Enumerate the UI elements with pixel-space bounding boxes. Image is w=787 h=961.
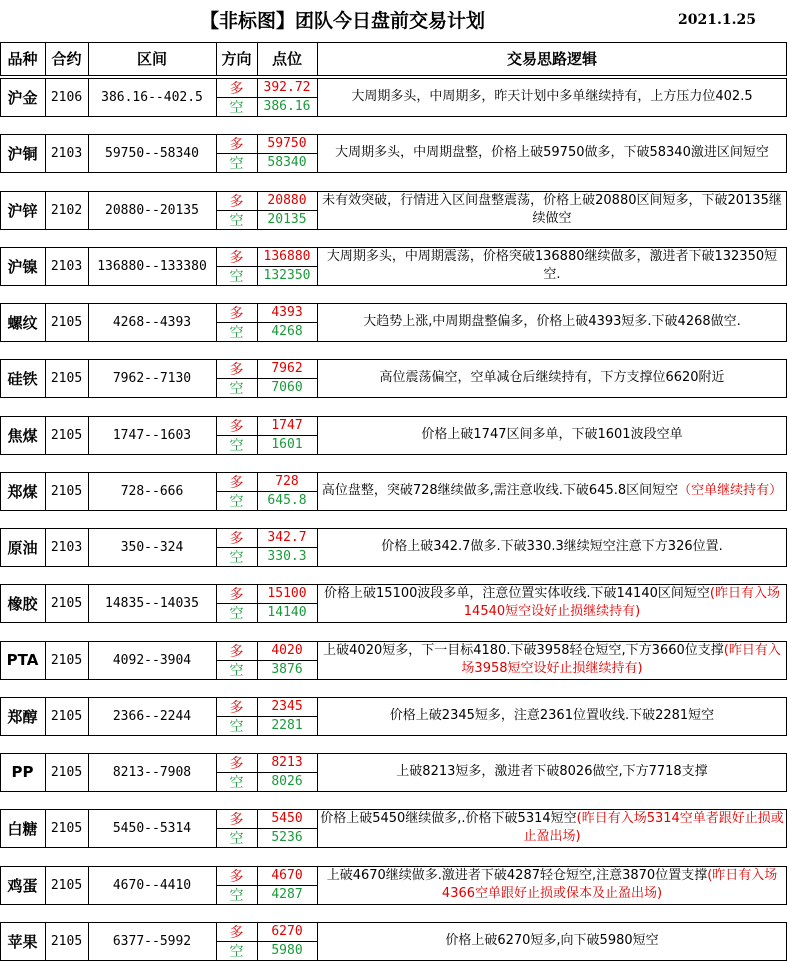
- instrument-name: 沪锌: [7, 201, 38, 220]
- grid-line-row-top: [0, 359, 787, 360]
- grid-line-direction-split: [216, 491, 317, 492]
- direction-short: 空: [229, 380, 244, 397]
- trading-logic-main: 上破4020短多，下一目标4180.下破3958轻仓短空,下方3660位支撑: [323, 643, 724, 658]
- direction-long: 多: [229, 136, 244, 153]
- column-header-name: 品种: [7, 50, 38, 68]
- contract-month: 2105: [50, 764, 83, 780]
- direction-short: 空: [229, 774, 244, 791]
- long-entry-price: 4393: [271, 305, 303, 320]
- grid-line-vertical: [317, 134, 318, 172]
- grid-line-vertical: [317, 416, 318, 454]
- grid-line-row-top: [0, 753, 787, 754]
- grid-line-vertical: [0, 42, 1, 75]
- grid-line-row-top: [0, 78, 787, 79]
- grid-line-row-bottom: [0, 791, 787, 792]
- instrument-name: PP: [11, 763, 34, 781]
- grid-line-row-bottom: [0, 679, 787, 680]
- grid-line-direction-split: [216, 153, 317, 154]
- long-entry-price: 2345: [271, 699, 303, 714]
- short-entry-price: 5236: [271, 830, 303, 845]
- instrument-name: 苹果: [7, 932, 38, 951]
- trading-logic: [317, 922, 787, 960]
- short-entry-price: 132350: [263, 268, 311, 283]
- price-range: 136880--133380: [97, 258, 207, 274]
- grid-line-vertical: [88, 416, 89, 454]
- plan-date: 2021.1.25: [678, 12, 756, 28]
- direction-short: 空: [229, 662, 244, 679]
- grid-line-vertical: [88, 247, 89, 285]
- grid-line-row-bottom: [0, 229, 787, 230]
- header-bar: [0, 0, 787, 42]
- grid-line-vertical: [88, 42, 89, 75]
- grid-line-vertical: [317, 753, 318, 791]
- grid-line-vertical: [88, 866, 89, 904]
- grid-line-vertical: [0, 866, 1, 904]
- short-entry-price: 2281: [271, 718, 303, 733]
- trading-logic: [317, 472, 787, 510]
- direction-short: 空: [229, 324, 244, 341]
- trading-logic-text: [421, 426, 682, 444]
- trading-logic-main: 价格上破1747区间多单，下破1601波段空单: [421, 427, 683, 442]
- short-entry-price: 386.16: [263, 99, 311, 114]
- price-range: 350--324: [120, 539, 184, 555]
- grid-line-row-bottom: [0, 622, 787, 623]
- grid-line-direction-split: [216, 378, 317, 379]
- grid-line-row-top: [0, 191, 787, 192]
- grid-line-vertical: [317, 922, 318, 960]
- trading-logic: [317, 359, 787, 397]
- grid-line-vertical: [88, 584, 89, 622]
- grid-line-vertical: [45, 922, 46, 960]
- grid-line-vertical: [88, 809, 89, 847]
- trading-logic-main: 价格上破5450继续做多,.价格下破5314短空: [320, 811, 577, 826]
- long-entry-price: 7962: [271, 361, 303, 376]
- long-entry-price: 342.7: [267, 530, 307, 545]
- grid-line-vertical: [317, 359, 318, 397]
- direction-short: 空: [229, 99, 244, 116]
- grid-line-direction-split: [216, 941, 317, 942]
- instrument-name: 原油: [7, 538, 38, 557]
- grid-line-row-bottom: [0, 904, 787, 905]
- grid-line-vertical: [0, 641, 1, 679]
- trading-logic-note: (昨日有入场14540短空设好止损继续持有): [463, 586, 780, 619]
- grid-line-vertical: [45, 78, 46, 116]
- long-entry-price: 59750: [267, 136, 307, 151]
- grid-line-direction-split: [216, 97, 317, 98]
- price-range: 14835--14035: [105, 595, 199, 611]
- trading-logic: [317, 134, 787, 172]
- grid-line-vertical: [0, 303, 1, 341]
- price-range: 2366--2244: [112, 708, 192, 724]
- trading-logic-text: [320, 248, 784, 284]
- trading-logic-main: 大周期多头，中周期多，昨天计划中多单继续持有，上方压力位402.5: [351, 89, 753, 104]
- grid-line-vertical: [88, 641, 89, 679]
- grid-line-vertical: [0, 191, 1, 229]
- price-range: 7962--7130: [112, 370, 192, 386]
- price-range: 5450--5314: [112, 820, 192, 836]
- instrument-name: 螺纹: [7, 313, 38, 332]
- long-entry-price: 5450: [271, 811, 303, 826]
- direction-long: 多: [229, 530, 244, 547]
- trading-logic-main: 高位盘整，突破728继续做多,需注意收线.下破645.8区间短空: [321, 483, 679, 498]
- grid-line-vertical: [317, 584, 318, 622]
- grid-line-row-top: [0, 472, 787, 473]
- trading-logic: [317, 416, 787, 454]
- trading-logic-note: (昨日有入场3958短空设好止损继续持有): [461, 643, 781, 676]
- trading-logic: [317, 528, 787, 566]
- grid-line-direction-split: [216, 266, 317, 267]
- price-range: 4268--4393: [112, 314, 192, 330]
- direction-long: 多: [229, 586, 244, 603]
- grid-line-vertical: [317, 78, 318, 116]
- grid-line-vertical: [45, 247, 46, 285]
- instrument-name: 沪铜: [7, 144, 38, 163]
- trading-logic-main: 高位震荡偏空，空单减仓后继续持有，下方支撑位6620附近: [379, 370, 725, 385]
- grid-line-vertical: [0, 584, 1, 622]
- grid-line-vertical: [0, 472, 1, 510]
- grid-line-row-bottom: [0, 454, 787, 455]
- grid-line-direction-split: [216, 885, 317, 886]
- grid-line-row-top: [0, 866, 787, 867]
- direction-long: 多: [229, 643, 244, 660]
- grid-line-vertical: [45, 416, 46, 454]
- grid-line-vertical: [88, 697, 89, 735]
- page-title: 【非标图】团队今日盘前交易计划: [200, 10, 486, 32]
- direction-short: 空: [229, 605, 244, 622]
- price-range: 386.16--402.5: [101, 89, 203, 105]
- trading-logic-text: [381, 538, 723, 556]
- contract-month: 2105: [50, 595, 83, 611]
- short-entry-price: 4287: [271, 887, 303, 902]
- trading-logic-text: [320, 192, 784, 228]
- grid-line-direction-split: [216, 322, 317, 323]
- grid-line-row-top: [0, 641, 787, 642]
- grid-line-vertical: [45, 697, 46, 735]
- grid-line-vertical: [45, 809, 46, 847]
- trading-logic-note: （空单继续持有）: [678, 483, 783, 498]
- direction-long: 多: [229, 418, 244, 435]
- grid-line-vertical: [317, 641, 318, 679]
- contract-month: 2105: [50, 314, 83, 330]
- price-range: 4670--4410: [112, 877, 192, 893]
- price-range: 6377--5992: [112, 933, 192, 949]
- contract-month: 2103: [50, 539, 83, 555]
- grid-line-vertical: [0, 528, 1, 566]
- trading-logic: [317, 866, 787, 904]
- direction-long: 多: [229, 474, 244, 491]
- trading-logic-text: [320, 642, 784, 678]
- short-entry-price: 5980: [271, 943, 303, 958]
- grid-line-vertical: [0, 359, 1, 397]
- direction-long: 多: [229, 755, 244, 772]
- direction-short: 空: [229, 718, 244, 735]
- grid-line-vertical: [0, 697, 1, 735]
- short-entry-price: 3876: [271, 662, 303, 677]
- grid-line-direction-split: [216, 210, 317, 211]
- trading-logic-text: [351, 88, 752, 106]
- instrument-name: 沪金: [7, 88, 38, 107]
- trading-logic-text: [320, 810, 784, 846]
- direction-long: 多: [229, 249, 244, 266]
- grid-line-vertical: [45, 134, 46, 172]
- trading-logic-main: 大周期多头，中周期盘整，价格上破59750做多，下破58340激进区间短空: [335, 145, 769, 160]
- grid-line-vertical: [88, 303, 89, 341]
- direction-long: 多: [229, 305, 244, 322]
- long-entry-price: 4020: [271, 643, 303, 658]
- grid-line-vertical: [45, 584, 46, 622]
- price-range: 4092--3904: [112, 652, 192, 668]
- grid-line-row-top: [0, 584, 787, 585]
- trading-logic-text: [320, 867, 784, 903]
- contract-month: 2103: [50, 145, 83, 161]
- grid-line-row-bottom: [0, 285, 787, 286]
- grid-line-row-bottom: [0, 510, 787, 511]
- trading-logic-text: [379, 369, 724, 387]
- instrument-name: 沪镍: [7, 257, 38, 276]
- long-entry-price: 728: [275, 474, 299, 489]
- grid-line-vertical: [216, 42, 217, 75]
- grid-line-row-top: [0, 416, 787, 417]
- price-range: 728--666: [120, 483, 184, 499]
- direction-long: 多: [229, 924, 244, 941]
- grid-line-vertical: [88, 922, 89, 960]
- direction-short: 空: [229, 437, 244, 454]
- long-entry-price: 136880: [263, 249, 311, 264]
- grid-line-row-bottom: [0, 847, 787, 848]
- trading-logic-text: [390, 707, 714, 725]
- instrument-name: 硅铁: [7, 369, 38, 388]
- trading-logic-main: 大趋势上涨,中周期盘整偏多，价格上破4393短多.下破4268做空.: [363, 314, 741, 329]
- contract-month: 2105: [50, 652, 83, 668]
- grid-line-row-bottom: [0, 172, 787, 173]
- trading-logic-note: (昨日有入场5314空单者跟好止损或止盈出场): [523, 811, 784, 844]
- grid-line-direction-split: [216, 828, 317, 829]
- trading-logic: [317, 641, 787, 679]
- direction-long: 多: [229, 80, 244, 97]
- grid-line-vertical: [45, 191, 46, 229]
- grid-line-vertical: [88, 191, 89, 229]
- grid-line-vertical: [45, 472, 46, 510]
- trading-logic-text: [363, 313, 741, 331]
- contract-month: 2105: [50, 370, 83, 386]
- grid-line-vertical: [0, 753, 1, 791]
- long-entry-price: 4670: [271, 868, 303, 883]
- short-entry-price: 14140: [267, 605, 307, 620]
- trading-logic-main: 大周期多头，中周期震荡，价格突破136880继续做多，激进者下破132350短空.: [326, 249, 778, 282]
- trading-logic-text: [335, 144, 769, 162]
- direction-long: 多: [229, 868, 244, 885]
- trading-logic: [317, 584, 787, 622]
- direction-short: 空: [229, 212, 244, 229]
- direction-long: 多: [229, 193, 244, 210]
- grid-line-row-top: [0, 528, 787, 529]
- trading-logic-main: 价格上破2345短多，注意2361位置收线.下破2281短空: [389, 708, 715, 723]
- trading-logic-main: 价格上破6270短多,向下破5980短空: [445, 933, 659, 948]
- short-entry-price: 4268: [271, 324, 303, 339]
- column-header-level: 点位: [271, 50, 302, 68]
- direction-short: 空: [229, 549, 244, 566]
- short-entry-price: 645.8: [267, 493, 307, 508]
- instrument-name: 白糖: [7, 819, 38, 838]
- short-entry-price: 330.3: [267, 549, 307, 564]
- instrument-name: 鸡蛋: [7, 876, 38, 895]
- trading-logic: [317, 753, 787, 791]
- price-range: 1747--1603: [112, 427, 192, 443]
- long-entry-price: 8213: [271, 755, 303, 770]
- direction-short: 空: [229, 268, 244, 285]
- contract-month: 2105: [50, 708, 83, 724]
- contract-month: 2103: [50, 258, 83, 274]
- grid-line-vertical: [317, 697, 318, 735]
- grid-line-vertical: [88, 359, 89, 397]
- grid-line-vertical: [88, 78, 89, 116]
- direction-short: 空: [229, 493, 244, 510]
- trading-logic-main: 上破8213短多，激进者下破8026做空,下方7718支撑: [396, 764, 708, 779]
- grid-line-row-top: [0, 809, 787, 810]
- long-entry-price: 15100: [267, 586, 307, 601]
- contract-month: 2102: [50, 202, 83, 218]
- grid-line-vertical: [88, 134, 89, 172]
- grid-line-direction-split: [216, 435, 317, 436]
- price-range: 59750--58340: [105, 145, 199, 161]
- trading-logic-main: 未有效突破，行情进入区间盘整震荡，价格上破20880区间短多，下破20135继续做空: [322, 193, 782, 226]
- trading-logic-main: 价格上破15100波段多单，注意位置实体收线.下破14140区间短空: [324, 586, 710, 601]
- column-header-direction: 方向: [221, 50, 252, 68]
- short-entry-price: 58340: [267, 155, 307, 170]
- grid-line-vertical: [0, 416, 1, 454]
- price-range: 8213--7908: [112, 764, 192, 780]
- long-entry-price: 1747: [271, 418, 303, 433]
- trading-logic: [317, 247, 787, 285]
- contract-month: 2105: [50, 483, 83, 499]
- long-entry-price: 6270: [271, 924, 303, 939]
- trading-logic-main: 价格上破342.7做多.下破330.3继续短空注意下方326位置.: [381, 539, 723, 554]
- grid-line-vertical: [317, 303, 318, 341]
- trading-logic-text: [322, 482, 782, 500]
- column-header-range: 区间: [136, 50, 167, 68]
- contract-month: 2105: [50, 933, 83, 949]
- price-range: 20880--20135: [105, 202, 199, 218]
- grid-line-row-bottom: [0, 116, 787, 117]
- trading-logic: [317, 809, 787, 847]
- grid-line-row-bottom: [0, 397, 787, 398]
- grid-line-vertical: [88, 528, 89, 566]
- direction-short: 空: [229, 887, 244, 904]
- grid-line-vertical: [45, 866, 46, 904]
- grid-line-vertical: [88, 472, 89, 510]
- short-entry-price: 1601: [271, 437, 303, 452]
- grid-line-vertical: [45, 359, 46, 397]
- grid-line-vertical: [45, 528, 46, 566]
- instrument-name: 橡胶: [7, 594, 38, 613]
- contract-month: 2105: [50, 877, 83, 893]
- trading-logic-note: (昨日有入场4366空单跟好止损或保本及止盈出场): [441, 868, 778, 901]
- grid-line-vertical: [317, 472, 318, 510]
- trading-logic-main: 上破4670继续做多.激进者下破4287轻仓短空,注意3870位置支撑: [326, 868, 708, 883]
- grid-line-row-bottom: [0, 341, 787, 342]
- instrument-name: 郑煤: [7, 482, 38, 501]
- grid-line-vertical: [0, 922, 1, 960]
- grid-line-vertical: [317, 191, 318, 229]
- grid-line-top: [0, 42, 787, 43]
- direction-short: 空: [229, 830, 244, 847]
- grid-line-vertical: [0, 134, 1, 172]
- direction-short: 空: [229, 155, 244, 172]
- instrument-name: PTA: [6, 651, 39, 669]
- grid-line-vertical: [0, 809, 1, 847]
- long-entry-price: 392.72: [263, 80, 311, 95]
- column-header-contract: 合约: [51, 50, 82, 68]
- short-entry-price: 8026: [271, 774, 303, 789]
- trading-logic: [317, 697, 787, 735]
- trading-logic-text: [445, 932, 658, 950]
- trading-logic-text: [320, 585, 784, 621]
- grid-line-vertical: [0, 247, 1, 285]
- grid-line-vertical: [317, 42, 318, 75]
- grid-line-vertical: [257, 42, 258, 75]
- direction-long: 多: [229, 361, 244, 378]
- contract-month: 2105: [50, 820, 83, 836]
- grid-line-direction-split: [216, 603, 317, 604]
- grid-line-vertical: [45, 42, 46, 75]
- trading-logic: [317, 78, 787, 116]
- grid-line-vertical: [317, 809, 318, 847]
- long-entry-price: 20880: [267, 193, 307, 208]
- trading-logic: [317, 303, 787, 341]
- direction-long: 多: [229, 811, 244, 828]
- grid-line-vertical: [88, 753, 89, 791]
- grid-line-vertical: [317, 247, 318, 285]
- instrument-name: 郑醇: [7, 707, 38, 726]
- grid-line-direction-split: [216, 660, 317, 661]
- grid-line-row-top: [0, 247, 787, 248]
- grid-line-row-top: [0, 303, 787, 304]
- contract-month: 2105: [50, 427, 83, 443]
- grid-line-vertical: [45, 753, 46, 791]
- direction-long: 多: [229, 699, 244, 716]
- grid-line-direction-split: [216, 547, 317, 548]
- grid-line-row-top: [0, 697, 787, 698]
- grid-line-row-bottom: [0, 566, 787, 567]
- grid-line-vertical: [45, 303, 46, 341]
- direction-short: 空: [229, 943, 244, 960]
- grid-line-vertical: [45, 641, 46, 679]
- grid-line-vertical: [317, 528, 318, 566]
- grid-line-row-top: [0, 134, 787, 135]
- grid-line-direction-split: [216, 772, 317, 773]
- grid-line-direction-split: [216, 716, 317, 717]
- grid-line-header: [0, 75, 787, 76]
- column-header-logic: 交易思路逻辑: [506, 50, 597, 68]
- grid-line-vertical: [317, 866, 318, 904]
- short-entry-price: 20135: [267, 212, 307, 227]
- grid-line-row-bottom: [0, 735, 787, 736]
- contract-month: 2106: [50, 89, 83, 105]
- short-entry-price: 7060: [271, 380, 303, 395]
- grid-line-vertical: [0, 78, 1, 116]
- instrument-name: 焦煤: [7, 426, 38, 445]
- trading-logic-text: [396, 763, 707, 781]
- trading-logic: [317, 191, 787, 229]
